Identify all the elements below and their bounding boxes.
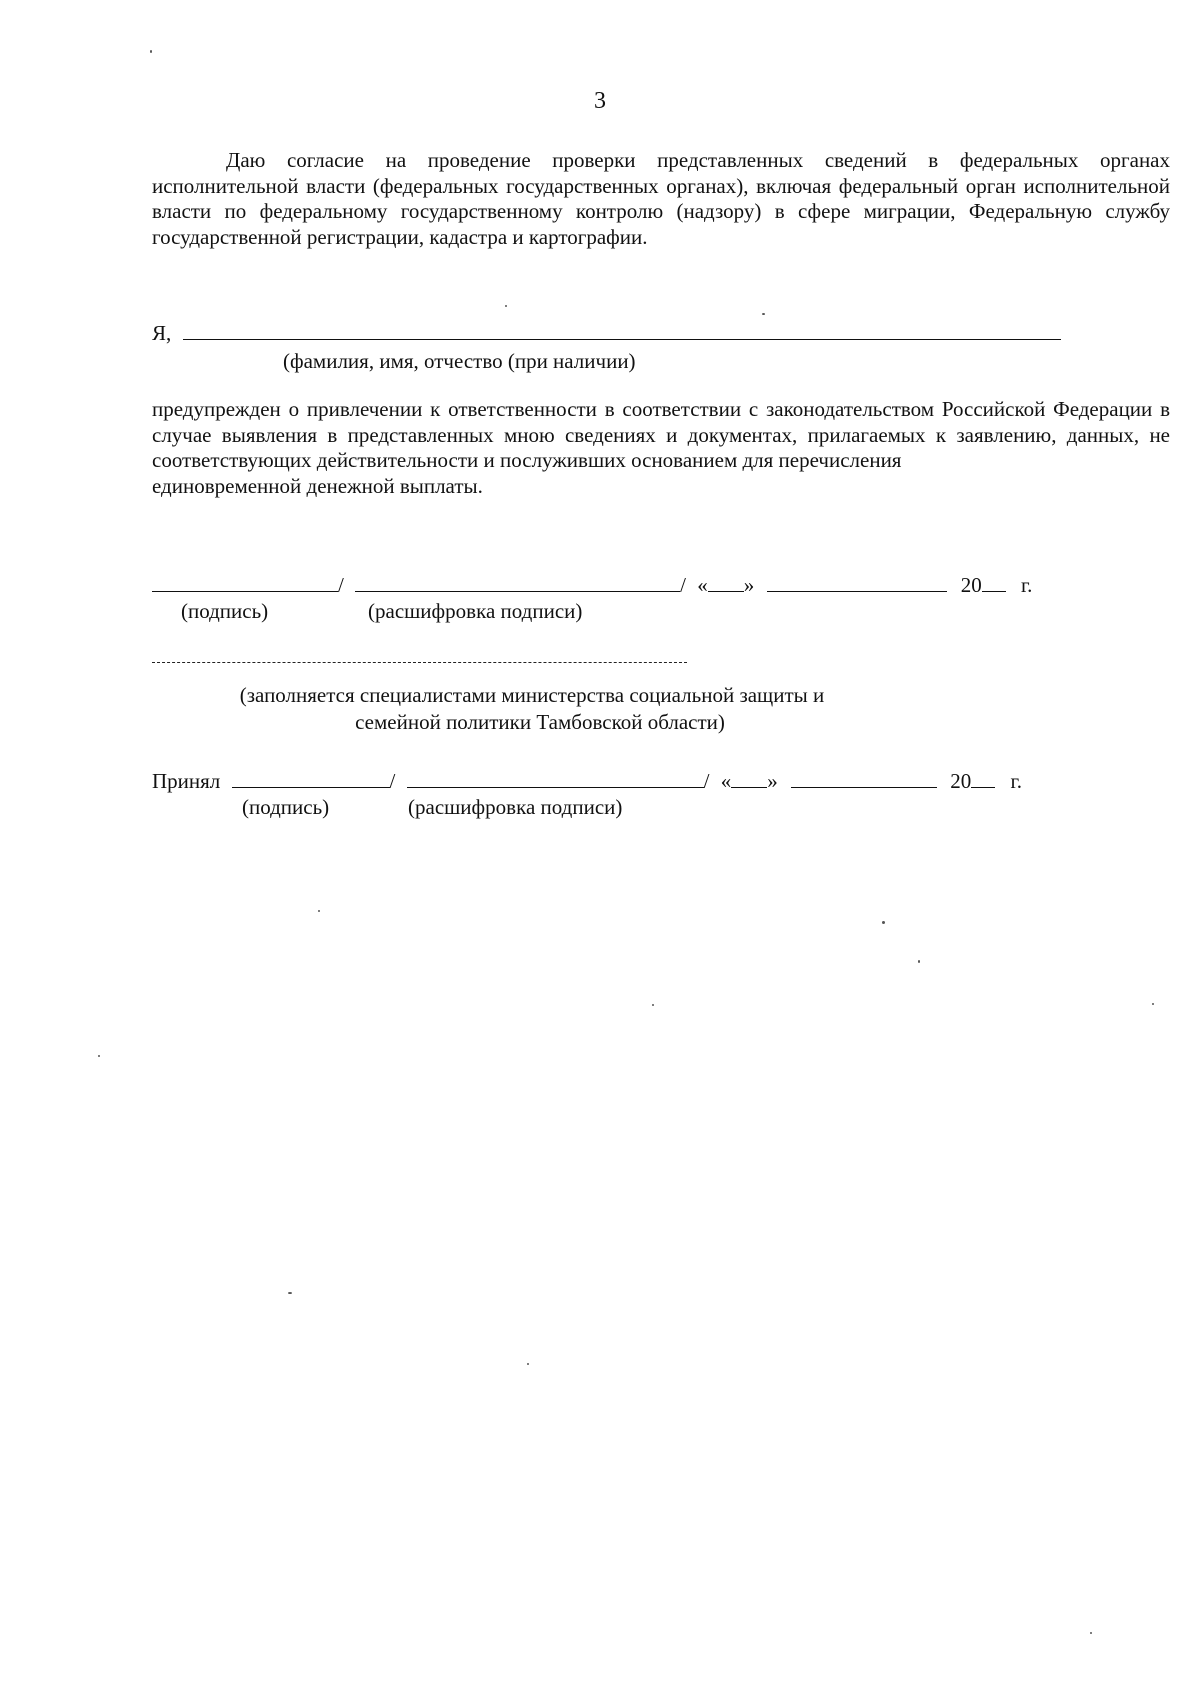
accepted-signature-field[interactable] — [232, 769, 390, 788]
accepted-year-prefix: 20 — [950, 769, 972, 793]
day-field[interactable] — [708, 573, 744, 592]
day-open-quote: « — [697, 573, 708, 597]
accepted-row — [152, 768, 1022, 794]
warning-paragraph — [152, 397, 1170, 499]
year-suffix: г. — [1020, 573, 1033, 597]
year-prefix: 20 — [960, 573, 982, 597]
applicant-name-row — [152, 320, 1061, 346]
warning-text: предупрежден о привлечении к ответственности в соответствии с законодательством Российской Федерации в случае выявления в представленных мною сведениях и документах, прилагаемых к заявлению, данных, не соответствующих действительности и послуживших основанием для перечисления — [152, 397, 1170, 472]
day-close-quote: » — [743, 573, 755, 597]
signature-decode-field[interactable] — [355, 573, 680, 592]
accepted-month-field[interactable] — [791, 769, 937, 788]
signature-decode-caption: (расшифровка подписи) — [368, 599, 583, 623]
specialist-note-line2: семейной политики Тамбовской области) — [355, 710, 725, 734]
signature-field[interactable] — [152, 573, 338, 592]
accepted-decode-field[interactable] — [407, 769, 704, 788]
accepted-day-field[interactable] — [731, 769, 767, 788]
specialist-note-line1: (заполняется специалистами министерства социальной защиты и — [239, 683, 825, 707]
applicant-prefix: Я, — [152, 321, 172, 345]
month-field[interactable] — [767, 573, 947, 592]
accepted-decode-caption: (расшифровка подписи) — [408, 795, 623, 819]
accepted-decode-slash: / — [703, 769, 710, 793]
page-number: 3 — [594, 88, 606, 114]
cut-line-divider — [152, 662, 687, 663]
accepted-year-suffix: г. — [1010, 769, 1022, 793]
signature-row — [152, 572, 1032, 598]
accepted-signature-slash: / — [389, 769, 396, 793]
signature-decode-slash: / — [680, 573, 686, 597]
signature-caption: (подпись) — [181, 599, 269, 623]
accepted-signature-caption: (подпись) — [242, 795, 330, 819]
accepted-label: Принял — [152, 769, 221, 793]
year-field[interactable] — [982, 573, 1006, 592]
warning-last-line: единовременной денежной выплаты. — [152, 473, 483, 498]
accepted-year-field[interactable] — [971, 769, 995, 788]
consent-paragraph: Даю согласие на проведение проверки представленных сведений в федеральных органах исполнительной власти (федеральных государственных органах), включая федеральный орган исполнительной власти по федеральному государственному контролю (надзору) в сфере миграции, Федеральную службу государственной регистрации, кадастра и картографии. — [152, 148, 1170, 249]
applicant-name-field[interactable] — [183, 321, 1061, 340]
accepted-day-open-quote: « — [720, 769, 732, 793]
accepted-day-close-quote: » — [767, 769, 778, 793]
signature-slash: / — [338, 573, 344, 597]
applicant-name-caption: (фамилия, имя, отчество (при наличии) — [283, 349, 636, 373]
